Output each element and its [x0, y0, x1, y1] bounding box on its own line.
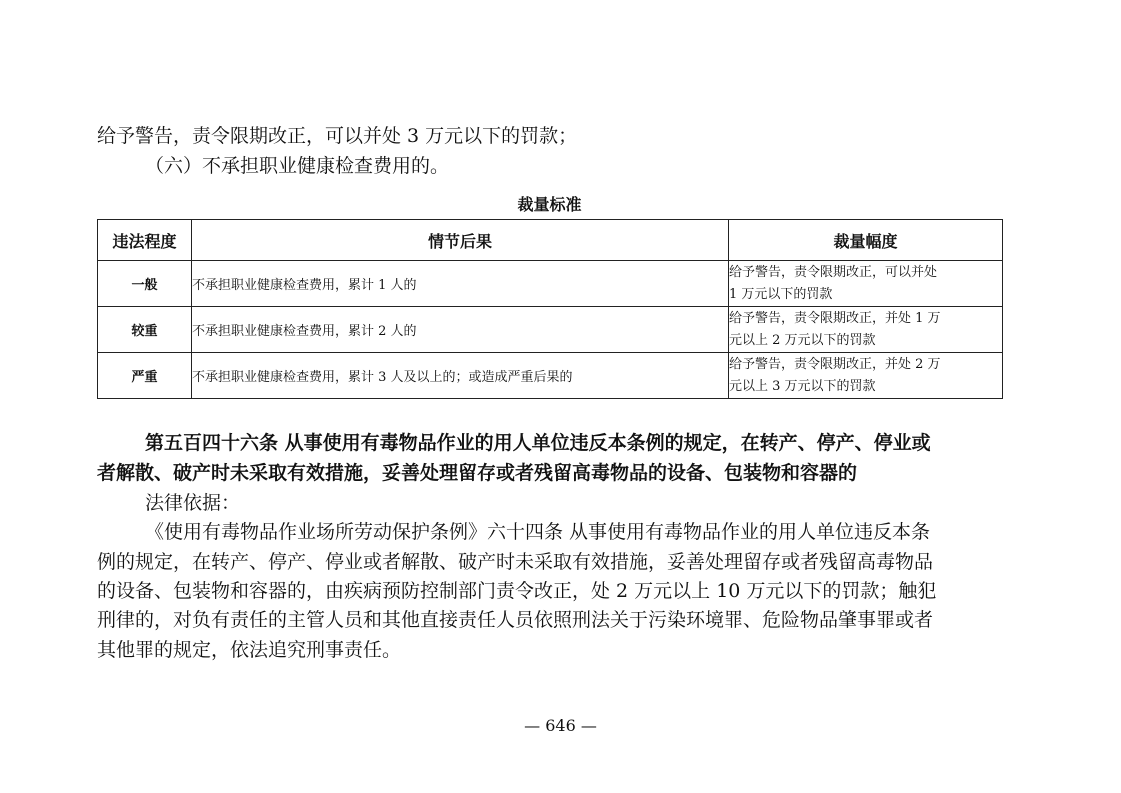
header-circumstance: 情节后果 — [192, 220, 729, 261]
page-number: — 646 — — [524, 716, 597, 735]
range-line: 1 万元以下的罚款 — [729, 286, 833, 302]
table-title: 裁量标准 — [517, 195, 582, 214]
header-violation-level: 违法程度 — [98, 220, 192, 261]
legal-basis-label: 法律依据： — [145, 492, 241, 514]
intro-line-2: （六）不承担职业健康检查费用的。 — [145, 155, 450, 177]
range-cell — [729, 261, 1003, 307]
penalty-criteria-table — [97, 219, 1003, 399]
consequence-cell: 不承担职业健康检查费用，累计 1 人的 — [192, 261, 729, 307]
table-row — [98, 353, 1003, 399]
intro-line-1: 给予警告，责令限期改正，可以并处 3 万元以下的罚款； — [97, 125, 578, 147]
body-paragraph-line: 《使用有毒物品作业场所劳动保护条例》六十四条 从事使用有毒物品作业的用人单位违反本条 — [145, 521, 931, 543]
table-row — [98, 307, 1003, 353]
range-line: 给予警告，责令限期改正，可以并处 — [729, 264, 938, 280]
level-cell: 较重 — [98, 307, 192, 353]
body-paragraph-line: 其他罪的规定，依法追究刑事责任。 — [97, 639, 402, 661]
table-header-row — [98, 220, 1003, 261]
level-cell: 严重 — [98, 353, 192, 399]
article-heading-line-1: 第五百四十六条 从事使用有毒物品作业的用人单位违反本条例的规定，在转产、停产、停业或 — [145, 432, 931, 454]
level-cell: 一般 — [98, 261, 192, 307]
range-cell — [729, 307, 1003, 353]
range-line: 元以上 2 万元以下的罚款 — [729, 332, 876, 348]
article-heading-line-2: 者解散、破产时未采取有效措施，妥善处理留存或者残留高毒物品的设备、包装物和容器的 — [97, 462, 858, 484]
body-paragraph-line: 刑律的，对负有责任的主管人员和其他直接责任人员依照刑法关于污染环境罪、危险物品肇事罪或者 — [97, 609, 934, 631]
header-penalty-range: 裁量幅度 — [729, 220, 1003, 261]
range-line: 元以上 3 万元以下的罚款 — [729, 378, 876, 394]
consequence-cell: 不承担职业健康检查费用，累计 3 人及以上的；或造成严重后果的 — [192, 353, 729, 399]
consequence-cell: 不承担职业健康检查费用，累计 2 人的 — [192, 307, 729, 353]
range-cell — [729, 353, 1003, 399]
body-paragraph-line: 例的规定，在转产、停产、停业或者解散、破产时未采取有效措施，妥善处理留存或者残留高毒物品 — [97, 551, 934, 573]
range-line: 给予警告，责令限期改正，并处 2 万 — [729, 356, 941, 372]
range-line: 给予警告，责令限期改正，并处 1 万 — [729, 310, 941, 326]
table-row — [98, 261, 1003, 307]
body-paragraph-line: 的设备、包装物和容器的，由疾病预防控制部门责令改正，处 2 万元以上 10 万元以下的罚款；触犯 — [97, 580, 937, 602]
